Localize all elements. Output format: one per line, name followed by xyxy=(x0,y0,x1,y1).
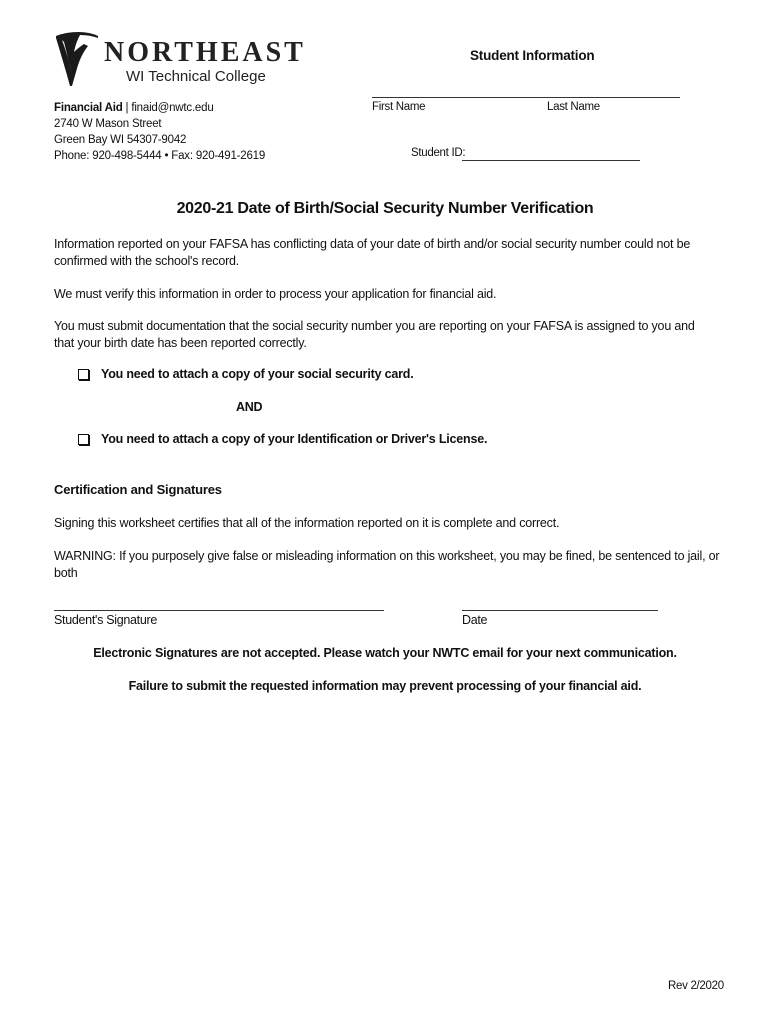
certification-statement: Signing this worksheet certifies that all of the information reported on it is complete and correct. xyxy=(54,516,560,530)
contact-block xyxy=(54,100,374,164)
city-address: Green Bay WI 54307-9042 xyxy=(54,134,187,146)
email-link[interactable]: finaid@nwtc.edu xyxy=(131,102,214,114)
student-id-label: Student ID: xyxy=(411,147,466,159)
checklist-label: You need to attach a copy of your Identification or Driver's License. xyxy=(101,432,488,446)
document-title: 2020-21 Date of Birth/Social Security Number Verification xyxy=(176,200,594,217)
date-field[interactable] xyxy=(462,610,658,611)
student-info-title: Student Information xyxy=(470,48,595,63)
logo-wordmark: NORTHEAST xyxy=(104,37,306,68)
student-name-field[interactable] xyxy=(372,97,680,98)
contact-dept-line xyxy=(54,100,374,116)
nwtc-chevron-logo-icon xyxy=(54,30,100,88)
street-address: 2740 W Mason Street xyxy=(54,118,162,130)
date-label: Date xyxy=(462,613,488,627)
signature-field[interactable] xyxy=(54,610,384,611)
paragraph-conflict: Information reported on your FAFSA has conflicting data of your date of birth and/or social security number could not be confirmed with the school's record. xyxy=(54,237,691,268)
signature-label: Student's Signature xyxy=(54,613,158,627)
paragraph-verify: We must verify this information in order to process your application for financial aid. xyxy=(54,287,497,301)
failure-notice: Failure to submit the requested information may prevent processing of your financial aid. xyxy=(128,679,642,693)
checklist-item-id[interactable] xyxy=(78,432,487,446)
logo-subtitle: WI Technical College xyxy=(126,68,266,85)
warning-text: WARNING: If you purposely give false or misleading information on this worksheet, you may be fined, be sentenced to jail, or both xyxy=(54,549,720,580)
paragraph-documentation: You must submit documentation that the social security number you are reporting on your FAFSA is assigned to you and that your birth date has been reported correctly. xyxy=(54,319,695,350)
revision-label: Rev 2/2020 xyxy=(668,980,724,992)
phone-fax: Phone: 920-498-5444 • Fax: 920-491-2619 xyxy=(54,150,266,162)
first-name-label: First Name xyxy=(372,101,426,113)
separator: | xyxy=(122,102,132,114)
checkbox-icon[interactable] xyxy=(78,434,89,445)
checklist-label: You need to attach a copy of your social security card. xyxy=(101,367,414,381)
checkbox-icon[interactable] xyxy=(78,369,89,380)
student-id-field[interactable] xyxy=(462,160,640,161)
last-name-label: Last Name xyxy=(547,101,600,113)
and-label: AND xyxy=(236,400,263,414)
certification-heading: Certification and Signatures xyxy=(54,482,222,497)
dept-name: Financial Aid xyxy=(54,102,123,114)
electronic-signature-notice: Electronic Signatures are not accepted. Please watch your NWTC email for your next communication. xyxy=(93,646,677,660)
checklist-item-ssn-card[interactable] xyxy=(78,367,413,381)
